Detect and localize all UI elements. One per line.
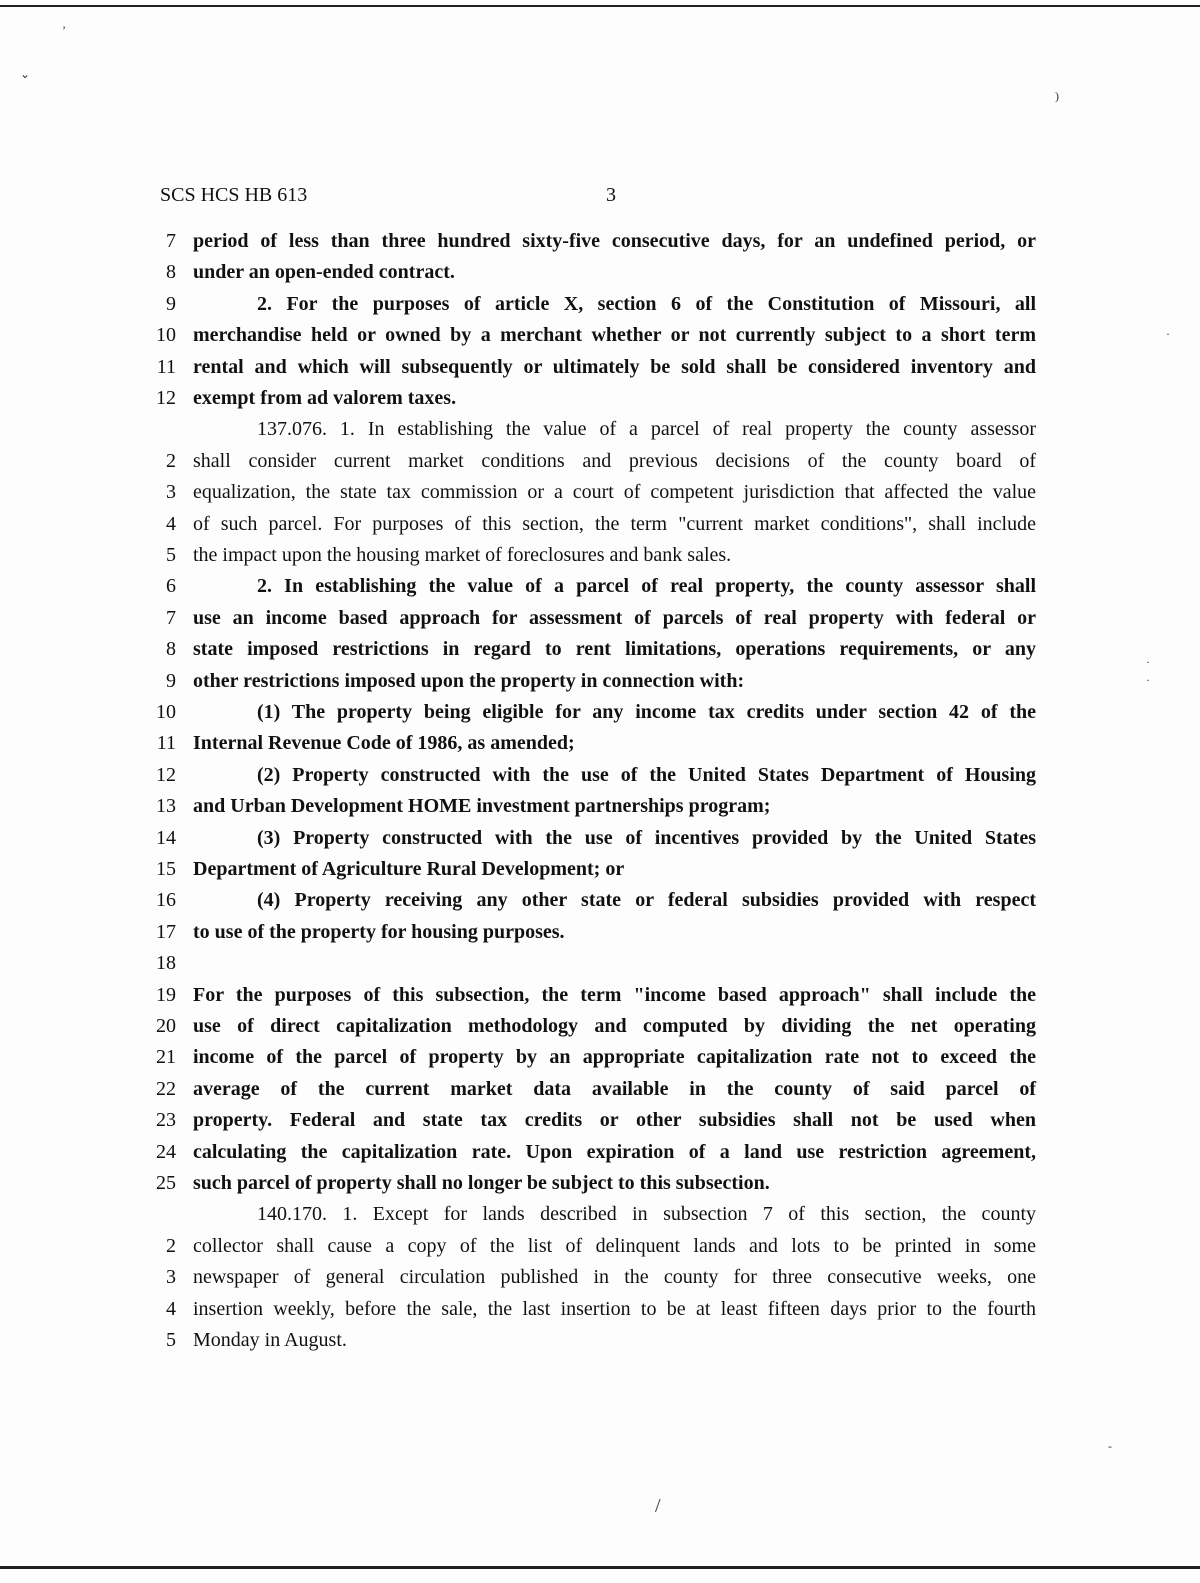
scan-speck: ) [1055,89,1059,103]
document-line [140,573,1040,603]
line-number: 12 [156,387,176,409]
line-number: 24 [156,1140,176,1163]
line-number: 22 [156,1077,176,1100]
document-line [140,636,1040,666]
line-text: state imposed restrictions in regard to rent limitations, operations requirements, or any [193,638,1036,661]
scan-speck: ’ [62,23,66,37]
document-line [140,950,1040,980]
scan-speck: ⌄ [20,67,31,81]
line-text: of such parcel. For purposes of this section, the term "current market conditions", shall include [193,512,1036,535]
line-text: average of the current market data available in the county of said parcel of [193,1077,1036,1100]
document-line [140,887,1040,917]
document-line [140,448,1040,478]
line-number: 6 [166,575,176,598]
line-text: under an open-ended contract. [193,261,455,284]
document-line [140,416,1040,446]
document-line [140,259,1040,289]
bottom-border-rule [0,1566,1200,1569]
line-number: 2 [166,449,176,472]
line-text: exempt from ad valorem taxes. [193,387,457,409]
line-text: use of direct capitalization methodology and computed by dividing the net operating [193,1015,1036,1037]
line-text: 2. For the purposes of article X, section 6 of the Constitution of Missouri, all [257,292,1036,315]
line-number: 9 [166,292,176,315]
document-line [140,699,1040,729]
document-line [140,354,1040,384]
line-number: 13 [156,795,176,818]
line-number: 19 [156,983,176,1006]
document-line [140,385,1040,415]
document-line [140,1076,1040,1106]
document-line [140,1296,1040,1326]
document-line [140,605,1040,635]
document-line [140,1201,1040,1231]
line-number: 2 [166,1234,176,1257]
line-number: 4 [166,512,176,535]
line-text: equalization, the state tax commission or a court of competent jurisdiction that affected the value [193,481,1036,504]
line-number: 8 [166,261,176,284]
line-number: 10 [156,701,176,723]
document-line [140,668,1040,698]
document-line [140,322,1040,352]
document-line [140,1264,1040,1294]
page-number: 3 [606,184,616,206]
document-line [140,730,1040,760]
line-number: 17 [156,920,176,943]
bill-identifier: SCS HCS HB 613 [160,184,308,206]
document-line [140,291,1040,321]
scan-speck: · [1146,655,1150,669]
line-text: Internal Revenue Code of 1986, as amended; [193,732,575,755]
document-line [140,1233,1040,1263]
document-line [140,479,1040,509]
line-number: 7 [166,230,176,252]
document-line [140,542,1040,572]
line-text: calculating the capitalization rate. Upon expiration of a land use restriction agreement, [193,1140,1036,1163]
line-text: property. Federal and state tax credits or other subsidies shall not be used when [193,1109,1036,1132]
scan-speck: - [1107,1439,1112,1453]
line-number: 25 [156,1172,176,1194]
line-number: 7 [166,606,176,629]
document-line [140,1044,1040,1074]
line-text: (3) Property constructed with the use of incentives provided by the United States [257,826,1036,849]
line-text: such parcel of property shall no longer be subject to this subsection. [193,1172,770,1194]
document-line [140,1139,1040,1169]
document-line [140,856,1040,886]
document-line [140,825,1040,855]
line-number: 18 [156,952,176,975]
document-line [140,1327,1040,1357]
line-text: other restrictions imposed upon the property in connection with: [193,669,745,692]
line-text: rental and which will subsequently or ultimately be sold shall be considered inventory and [193,355,1036,378]
line-number: 20 [156,1015,176,1037]
line-text: (4) Property receiving any other state or federal subsidies provided with respect [257,889,1036,912]
document-line [140,1013,1040,1043]
line-text: newspaper of general circulation published in the county for three consecutive weeks, one [193,1266,1036,1289]
line-number: 3 [166,1266,176,1289]
scan-speck: / [655,1495,661,1517]
line-number: 3 [166,481,176,504]
line-number: 4 [166,1297,176,1320]
scan-speck: · [1166,327,1170,341]
line-number: 21 [156,1046,176,1069]
document-line [140,762,1040,792]
line-number: 9 [166,669,176,692]
line-number: 12 [156,763,176,786]
line-text: shall consider current market conditions and previous decisions of the county board of [193,449,1036,472]
top-border-rule [0,5,1200,7]
line-number: 5 [166,544,176,566]
line-text: 137.076. 1. In establishing the value of a parcel of real property the county assessor [257,418,1036,441]
document-line [140,919,1040,949]
line-number: 14 [156,826,176,849]
line-text: 2. In establishing the value of a parcel of real property, the county assessor shall [257,575,1036,598]
line-text: to use of the property for housing purposes. [193,920,565,943]
line-number: 16 [156,889,176,912]
line-text: Department of Agriculture Rural Development; or [193,858,625,880]
document-line [140,228,1040,258]
document-line [140,511,1040,541]
line-number: 15 [156,858,176,880]
line-text: period of less than three hundred sixty-five consecutive days, for an undefined period, or [193,230,1036,252]
line-number: 23 [156,1109,176,1132]
line-number: 10 [156,324,176,347]
line-text: 140.170. 1. Except for lands described in subsection 7 of this section, the county [257,1203,1036,1226]
document-line [140,793,1040,823]
line-text: the impact upon the housing market of foreclosures and bank sales. [193,544,732,566]
line-text: (1) The property being eligible for any income tax credits under section 42 of the [257,701,1036,723]
line-number: 8 [166,638,176,661]
line-number: 11 [156,732,176,755]
document-line [140,1170,1040,1200]
line-number: 5 [166,1329,176,1351]
document-line [140,982,1040,1012]
line-text: Monday in August. [193,1329,347,1351]
line-text: For the purposes of this subsection, the term "income based approach" shall include the [193,983,1036,1006]
line-text: use an income based approach for assessment of parcels of real property with federal or [193,606,1036,629]
line-text: insertion weekly, before the sale, the last insertion to be at least fifteen days prior to the fourth [193,1297,1036,1320]
line-text: and Urban Development HOME investment partnerships program; [193,795,771,818]
line-text: merchandise held or owned by a merchant whether or not currently subject to a short term [193,324,1036,347]
line-number: 11 [156,355,176,378]
scan-speck: · [1146,673,1150,687]
line-text: (2) Property constructed with the use of the United States Department of Housing [257,763,1036,786]
line-text: collector shall cause a copy of the list of delinquent lands and lots to be printed in some [193,1234,1036,1257]
line-text: income of the parcel of property by an appropriate capitalization rate not to exceed the [193,1046,1036,1069]
document-line [140,1107,1040,1137]
